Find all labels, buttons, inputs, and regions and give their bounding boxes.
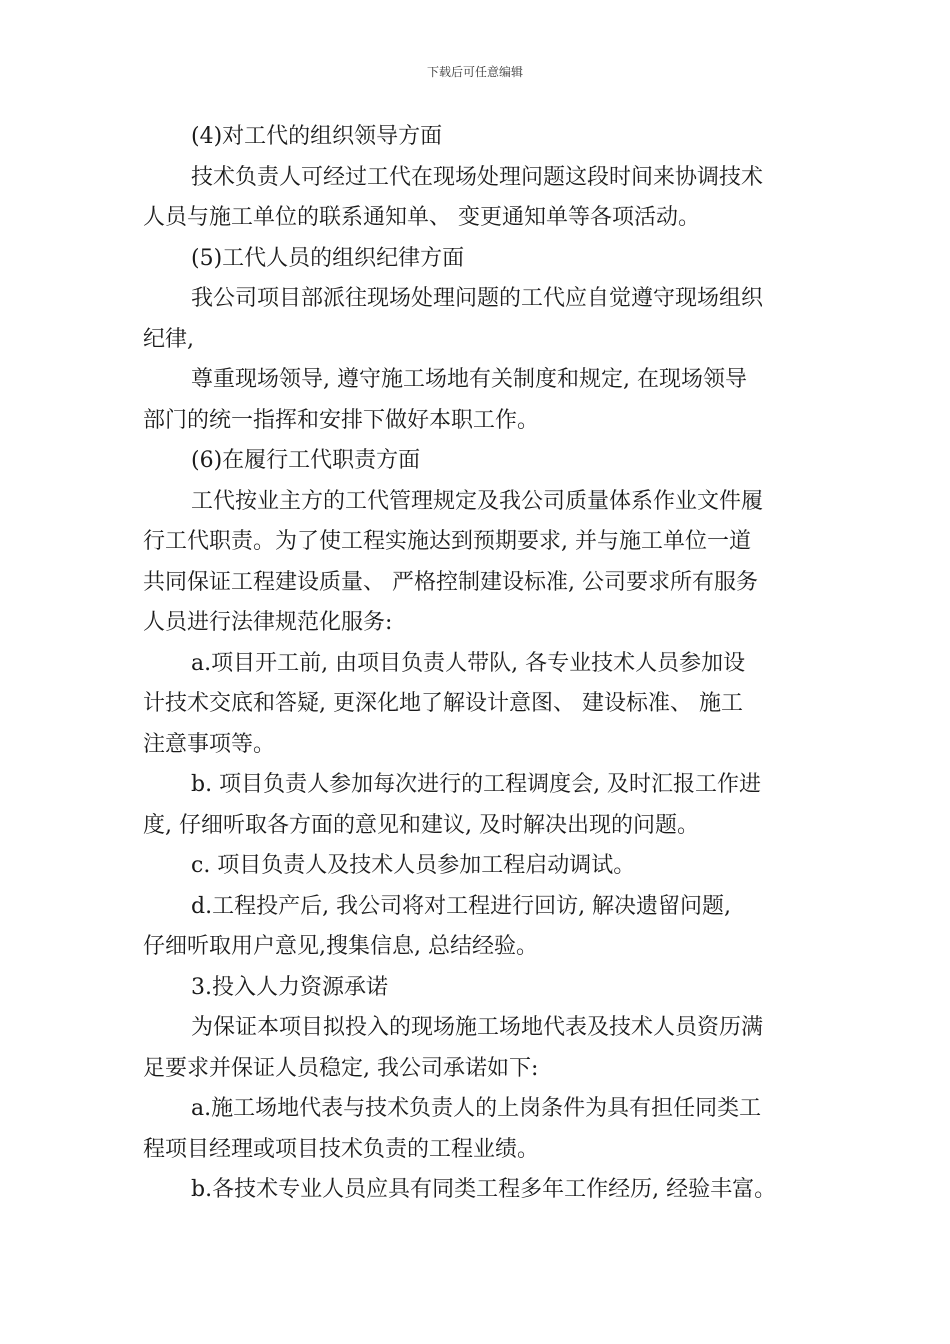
text-line: 工代按业主方的工代管理规定及我公司质量体系作业文件履 (191, 488, 764, 514)
text-line: 部门的统一指挥和安排下做好本职工作。 (143, 407, 540, 433)
text-line: 我公司项目部派往现场处理问题的工代应自觉遵守现场组织 (191, 286, 764, 311)
text-line: 3.投入人力资源承诺 (191, 974, 388, 1000)
text-line: 技术负责人可经过工代在现场处理问题这段时间来协调技术 (191, 164, 764, 190)
text-line: 足要求并保证人员稳定, 我公司承诺如下: (143, 1055, 539, 1081)
text-line: 仔细听取用户意见,搜集信息, 总结经验。 (143, 934, 538, 959)
text-line: d.工程投产后, 我公司将对工程进行回访, 解决遗留问题, (191, 893, 732, 919)
text-line: 尊重现场领导, 遵守施工场地有关制度和规定, 在现场领导 (191, 367, 747, 392)
text-line: (6)在履行工代职责方面 (191, 448, 421, 473)
text-line: 程项目经理或项目技术负责的工程业绩。 (143, 1136, 540, 1162)
text-line: 行工代职责。为了使工程实施达到预期要求, 并与施工单位一道 (143, 529, 751, 554)
text-line: 纪律, (143, 326, 194, 352)
text-line: 注意事项等。 (143, 731, 276, 757)
text-line: 人员进行法律规范化服务: (143, 610, 393, 635)
text-line: (5)工代人员的组织纪律方面 (191, 245, 465, 271)
text-line: 人员与施工单位的联系通知单、 变更通知单等各项活动。 (143, 205, 700, 230)
text-line: 共同保证工程建设质量、 严格控制建设标准, 公司要求所有服务 (143, 569, 758, 595)
text-line: 计技术交底和答疑, 更深化地了解设计意图、 建设标准、 施工 (143, 691, 743, 716)
text-line: 度, 仔细听取各方面的意见和建议, 及时解决出现的问题。 (143, 812, 699, 838)
text-line: a.施工场地代表与技术负责人的上岗条件为具有担任同类工 (191, 1096, 762, 1121)
text-line: a.项目开工前, 由项目负责人带队, 各专业技术人员参加设 (191, 650, 746, 676)
text-line: b. 项目负责人参加每次进行的工程调度会, 及时汇报工作进 (191, 772, 762, 797)
page-header-note: 下载后可任意编辑 (426, 65, 523, 79)
text-line: c. 项目负责人及技术人员参加工程启动调试。 (191, 853, 636, 878)
text-line: 为保证本项目拟投入的现场施工场地代表及技术人员资历满 (191, 1015, 764, 1040)
text-line: b.各技术专业人员应具有同类工程多年工作经历, 经验丰富。 (191, 1177, 777, 1202)
text-line: (4)对工代的组织领导方面 (191, 124, 443, 149)
document-body (143, 117, 807, 1211)
